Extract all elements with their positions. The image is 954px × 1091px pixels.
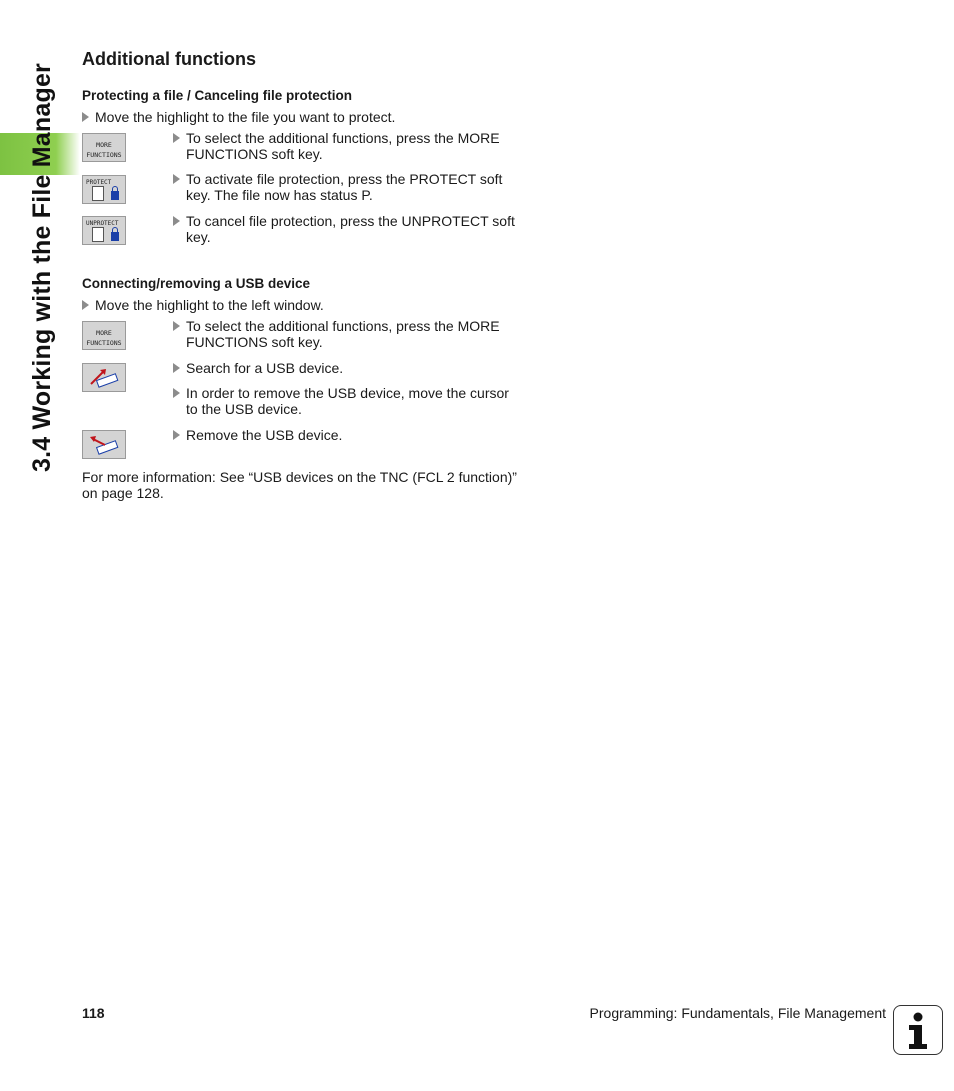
cross-reference-note: For more information: See “USB devices on the TNC (FCL 2 function)” on page 128.	[82, 469, 517, 501]
subsection-title-usb: Connecting/removing a USB device	[82, 276, 311, 291]
usb-remove-icon	[83, 431, 125, 458]
step-text: To activate file protection, press the PROTECT soft key. The file now has status P.	[173, 171, 528, 203]
step-text: In order to remove the USB device, move the cursor to the USB device.	[173, 385, 528, 417]
usb-connect-icon	[83, 364, 125, 391]
bullet-arrow-icon	[173, 430, 180, 440]
info-icon	[893, 1005, 943, 1055]
intro-step: Move the highlight to the left window.	[82, 297, 324, 313]
step-text: To cancel file protection, press the UNPROTECT soft key.	[173, 213, 528, 245]
bullet-arrow-icon	[173, 363, 180, 373]
more-functions-softkey[interactable]	[82, 321, 126, 350]
section-heading: Additional functions	[82, 49, 256, 69]
page-number: 118	[82, 1005, 105, 1021]
more-functions-softkey[interactable]	[82, 133, 126, 162]
bullet-arrow-icon	[82, 112, 89, 122]
usb-remove-softkey[interactable]	[82, 430, 126, 459]
chapter-side-title: 3.4 Working with the File Manager	[28, 63, 56, 472]
unprotect-softkey[interactable]	[82, 216, 126, 245]
usb-search-softkey[interactable]	[82, 363, 126, 392]
step-text: Search for a USB device.	[173, 360, 528, 376]
softkey-label: PROTECT	[86, 179, 112, 186]
softkey-label: UNPROTECT	[86, 220, 119, 227]
document-icon	[92, 227, 104, 242]
lock-icon	[111, 191, 119, 200]
bullet-arrow-icon	[173, 133, 180, 143]
document-icon	[92, 186, 104, 201]
bullet-arrow-icon	[173, 216, 180, 226]
bullet-arrow-icon	[82, 300, 89, 310]
step-text: Remove the USB device.	[173, 427, 528, 443]
subsection-title-protect: Protecting a file / Canceling file protection	[82, 88, 353, 103]
step-text: To select the additional functions, press the MORE FUNCTIONS soft key.	[173, 130, 528, 162]
bullet-arrow-icon	[173, 388, 180, 398]
protect-softkey[interactable]	[82, 175, 126, 204]
bullet-arrow-icon	[173, 321, 180, 331]
intro-step: Move the highlight to the file you want to protect.	[82, 109, 395, 125]
softkey-label: FUNCTIONS	[86, 339, 122, 347]
softkey-label: MORE	[96, 329, 112, 337]
running-footer: Programming: Fundamentals, File Management	[589, 1005, 886, 1021]
unlock-icon	[111, 232, 119, 241]
bullet-arrow-icon	[173, 174, 180, 184]
step-text: To select the additional functions, press the MORE FUNCTIONS soft key.	[173, 318, 528, 350]
softkey-label: MORE	[96, 141, 112, 149]
softkey-label: FUNCTIONS	[86, 151, 122, 159]
